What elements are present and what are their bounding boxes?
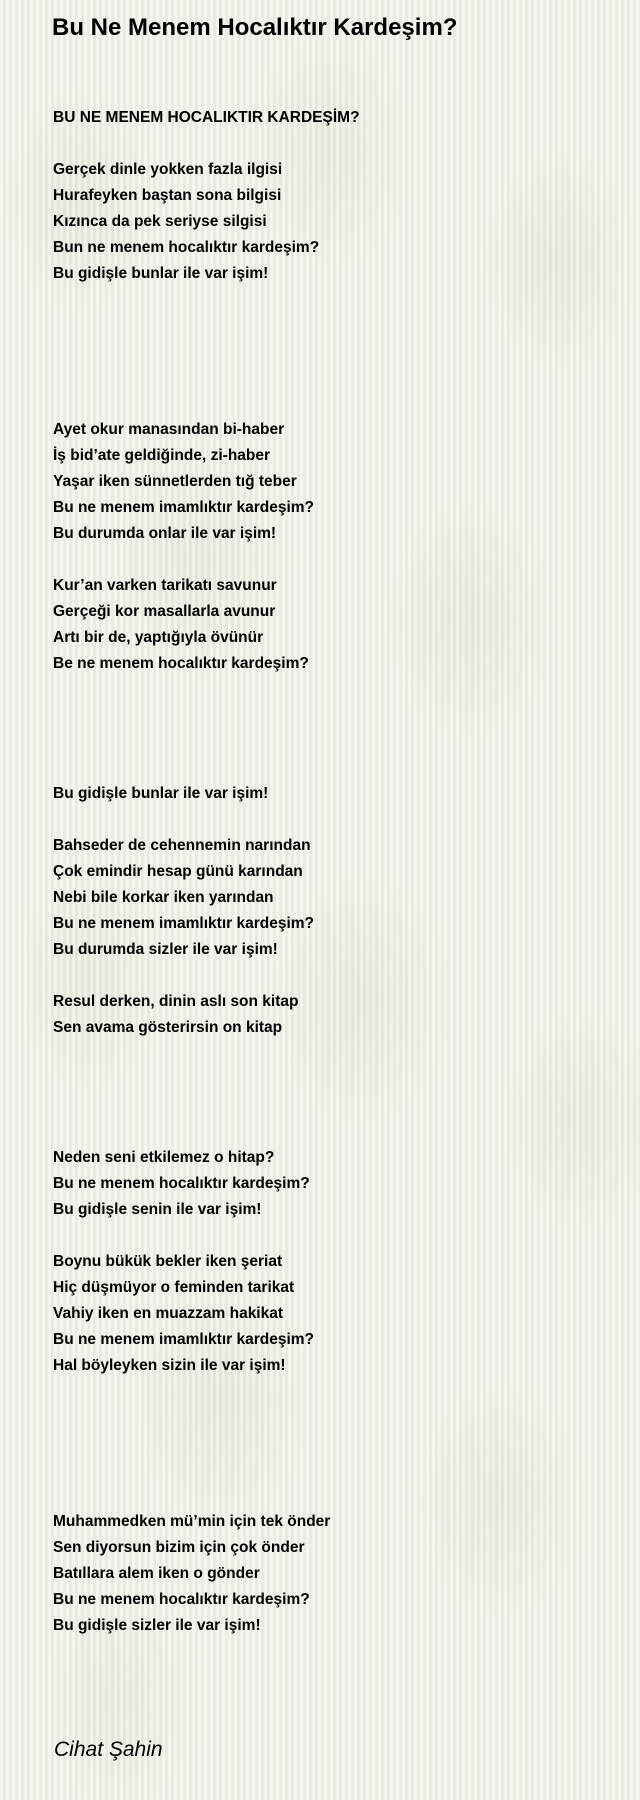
- poem-line: Bu ne menem hocalıktır kardeşim?: [53, 1175, 310, 1192]
- poem-line: Nebi bile korkar iken yarından: [53, 889, 274, 906]
- poem-blank-line: [53, 755, 613, 781]
- poem-line: İş bid’ate geldiğinde, zi-haber: [53, 447, 271, 464]
- poem-line: Bu gidişle bunlar ile var işim!: [53, 785, 269, 802]
- poem-blank-line: [53, 1041, 613, 1067]
- poem-line: Bu ne menem imamlıktır kardeşim?: [53, 1331, 315, 1348]
- poem-line: Sen avama gösterirsin on kitap: [53, 1019, 283, 1036]
- poem-blank-line: [53, 963, 613, 989]
- poem-blank-line: [53, 1093, 613, 1119]
- poem-line: Bu ne menem imamlıktır kardeşim?: [53, 915, 315, 932]
- poem-blank-line: [53, 1405, 613, 1431]
- poem-title: Bu Ne Menem Hocalıktır Kardeşim?: [52, 14, 458, 41]
- poem-line: Bahseder de cehennemin narından: [53, 837, 311, 854]
- poem-line: Muhammedken mü’min için tek önder: [53, 1513, 331, 1530]
- poem-author: Cihat Şahin: [54, 1738, 163, 1761]
- poem-line: Neden seni etkilemez o hitap?: [53, 1149, 275, 1166]
- poem-line: Bu ne menem hocalıktır kardeşim?: [53, 1591, 310, 1608]
- poem-line: Bun ne menem hocalıktır kardeşim?: [53, 239, 320, 256]
- poem-blank-line: [53, 1119, 613, 1145]
- poem-blank-line: [53, 1431, 613, 1457]
- poem-line: Vahiy iken en muazzam hakikat: [53, 1305, 284, 1322]
- poem-blank-line: [53, 1483, 613, 1509]
- poem-line: Gerçeği kor masallarla avunur: [53, 603, 276, 620]
- poem-line: Kızınca da pek seriyse silgisi: [53, 213, 267, 230]
- poem-line: Gerçek dinle yokken fazla ilgisi: [53, 161, 283, 178]
- poem-body: [53, 105, 613, 1639]
- poem-blank-line: [53, 365, 613, 391]
- poem-blank-line: [53, 1067, 613, 1093]
- poem-blank-line: [53, 807, 613, 833]
- poem-blank-line: [53, 287, 613, 313]
- poem-line: Yaşar iken sünnetlerden tığ teber: [53, 473, 297, 490]
- poem-blank-line: [53, 313, 613, 339]
- poem-blank-line: [53, 1379, 613, 1405]
- poem-line: Bu ne menem imamlıktır kardeşim?: [53, 499, 315, 516]
- poem-line: Artı bir de, yaptığıyla övünür: [53, 629, 264, 646]
- poem-line: Kur’an varken tarikatı savunur: [53, 577, 277, 594]
- poem-line: Bu gidişle sizler ile var işim!: [53, 1617, 261, 1634]
- poem-line: Boynu bükük bekler iken şeriat: [53, 1253, 283, 1270]
- poem-line: Sen diyorsun bizim için çok önder: [53, 1539, 305, 1556]
- poem-line: Hurafeyken baştan sona bilgisi: [53, 187, 282, 204]
- poem-line: Ayet okur manasından bi-haber: [53, 421, 285, 438]
- poem-line: Bu gidişle senin ile var işim!: [53, 1201, 262, 1218]
- poem-line: BU NE MENEM HOCALIKTIR KARDEŞİM?: [53, 109, 360, 126]
- poem-line: Bu durumda onlar ile var işim!: [53, 525, 277, 542]
- poem-blank-line: [53, 677, 613, 703]
- poem-line: Bu durumda sizler ile var işim!: [53, 941, 278, 958]
- poem-line: Resul derken, dinin aslı son kitap: [53, 993, 299, 1010]
- poem-blank-line: [53, 1457, 613, 1483]
- poem-line: Be ne menem hocalıktır kardeşim?: [53, 655, 309, 672]
- poem-blank-line: [53, 339, 613, 365]
- poem-blank-line: [53, 547, 613, 573]
- poem-blank-line: [53, 729, 613, 755]
- poem-blank-line: [53, 131, 613, 157]
- poem-blank-line: [53, 1223, 613, 1249]
- poem-line: Hiç düşmüyor o feminden tarikat: [53, 1279, 295, 1296]
- poem-line: Hal böyleyken sizin ile var işim!: [53, 1357, 286, 1374]
- poem-line: Çok emindir hesap günü karından: [53, 863, 303, 880]
- poem-line: Bu gidişle bunlar ile var işim!: [53, 265, 269, 282]
- poem-blank-line: [53, 703, 613, 729]
- poem-blank-line: [53, 391, 613, 417]
- poem-line: Batıllara alem iken o gönder: [53, 1565, 260, 1582]
